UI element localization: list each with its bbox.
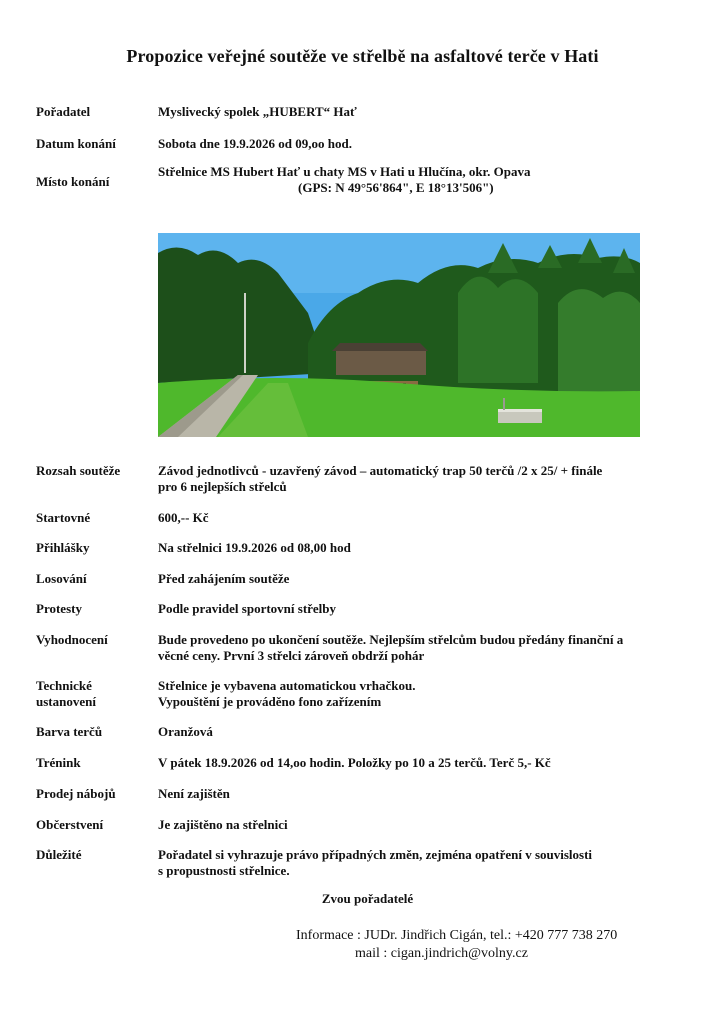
row-label: Přihlášky bbox=[36, 540, 90, 555]
shooting-range-photo bbox=[158, 233, 640, 437]
value-line: s propustnosti střelnice. bbox=[158, 863, 290, 878]
value-line: pro 6 nejlepších střelců bbox=[158, 479, 287, 494]
value-line: Před zahájením soutěže bbox=[158, 571, 290, 586]
invitation-signature: Zvou pořadatelé bbox=[321, 891, 414, 906]
row-label: Občerstvení bbox=[36, 817, 104, 832]
row-value bbox=[158, 164, 648, 196]
row-label bbox=[36, 678, 151, 710]
row-value bbox=[158, 104, 648, 120]
row-value bbox=[158, 601, 648, 617]
row-value bbox=[158, 724, 648, 740]
row-value bbox=[158, 847, 648, 879]
value-line: Závod jednotlivců - uzavřený závod – automatický trap 50 terčů /2 x 25/ + finále bbox=[158, 463, 603, 478]
value-line: Vypouštění je prováděno fono zařízením bbox=[158, 694, 382, 709]
row-label: Startovné bbox=[36, 510, 91, 525]
row-value bbox=[158, 510, 648, 526]
value-line: Podle pravidel sportovní střelby bbox=[158, 601, 337, 616]
row-value bbox=[158, 632, 648, 664]
value-line: Je zajištěno na střelnici bbox=[158, 817, 288, 832]
label-line: Technické bbox=[36, 678, 92, 693]
value-line: Sobota dne 19.9.2026 od 09,oo hod. bbox=[158, 136, 352, 151]
value-line: Střelnice MS Hubert Hať u chaty MS v Hati u Hlučína, okr. Opava bbox=[158, 164, 531, 179]
value-line: Pořadatel si vyhrazuje právo případných změn, zejména opatření v souvislosti bbox=[158, 847, 593, 862]
row-value bbox=[158, 817, 648, 833]
row-label: Trénink bbox=[36, 755, 81, 770]
row-value bbox=[158, 786, 648, 802]
value-line: Bude provedeno po ukončení soutěže. Nejlepším střelcům budou předány finanční a bbox=[158, 632, 624, 647]
value-line: Myslivecký spolek „HUBERT“ Hať bbox=[158, 104, 357, 119]
row-label: Prodej nábojů bbox=[36, 786, 116, 801]
value-line: Na střelnici 19.9.2026 od 08,00 hod bbox=[158, 540, 351, 555]
row-value bbox=[158, 463, 638, 495]
row-value bbox=[158, 571, 648, 587]
value-line: Není zajištěn bbox=[158, 786, 230, 801]
contact-info: Informace : JUDr. Jindřich Cigán, tel.: +420 777 738 270 bbox=[296, 928, 618, 943]
row-value bbox=[158, 540, 648, 556]
row-label: Losování bbox=[36, 571, 87, 586]
row-label: Protesty bbox=[36, 601, 82, 616]
row-label: Vyhodnocení bbox=[36, 632, 108, 647]
row-label: Místo konání bbox=[36, 174, 110, 189]
value-line: Střelnice je vybavena automatickou vrhačkou. bbox=[158, 678, 416, 693]
value-line: V pátek 18.9.2026 od 14,oo hodin. Položky po 10 a 25 terčů. Terč 5,- Kč bbox=[158, 755, 551, 770]
label-line: ustanovení bbox=[36, 694, 96, 709]
value-line: 600,-- Kč bbox=[158, 510, 209, 525]
row-value bbox=[158, 678, 648, 710]
value-line: věcné ceny. První 3 střelci zároveň obdrží pohár bbox=[158, 648, 425, 663]
row-label: Barva terčů bbox=[36, 724, 103, 739]
row-label: Důležité bbox=[36, 847, 82, 862]
row-label: Pořadatel bbox=[36, 104, 91, 119]
page-title: Propozice veřejné soutěže ve střelbě na asfaltové terče v Hati bbox=[126, 46, 599, 66]
row-value bbox=[158, 136, 648, 152]
row-label: Rozsah soutěže bbox=[36, 463, 121, 478]
gps-coordinates: (GPS: N 49°56'864", E 18°13'506") bbox=[298, 180, 494, 195]
row-value bbox=[158, 755, 648, 771]
value-line: Oranžová bbox=[158, 724, 213, 739]
contact-email: mail : cigan.jindrich@volny.cz bbox=[355, 946, 528, 961]
row-label: Datum konání bbox=[36, 136, 116, 151]
